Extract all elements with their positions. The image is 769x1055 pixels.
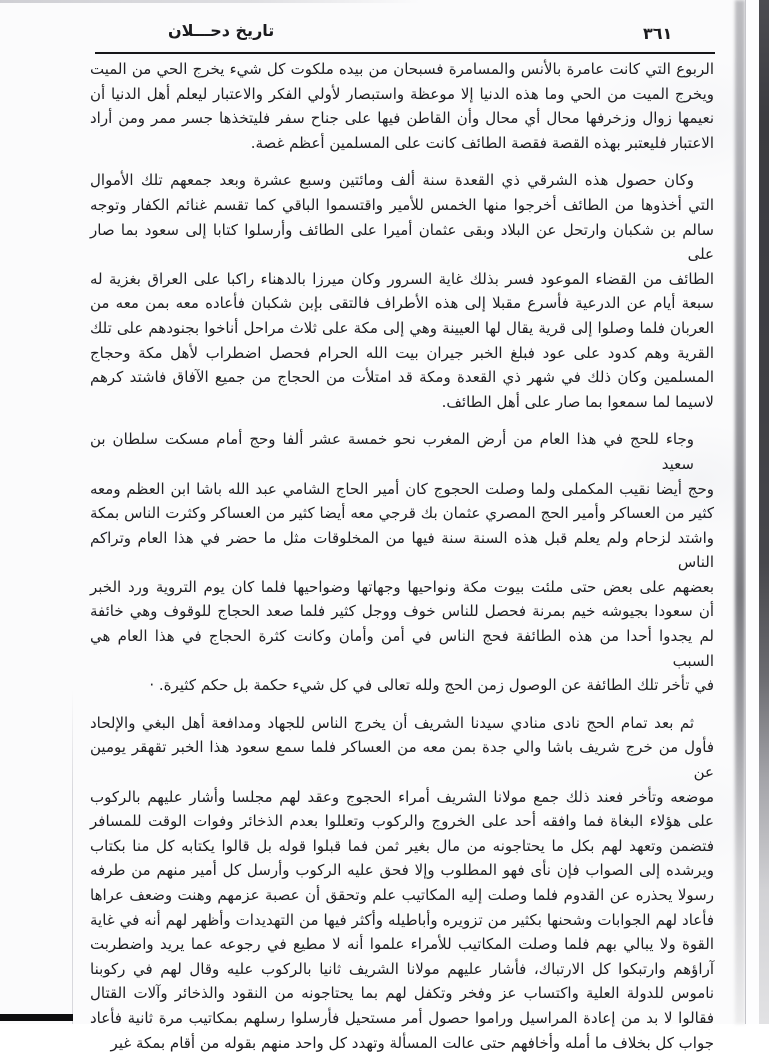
text-line: وكان حصول هذه الشرقي ذي القعدة سنة ألف ومائتين وسبع عشرة وبعد جمعهم تلك الأموال	[90, 171, 694, 190]
paragraph	[90, 168, 714, 414]
text-line: سبعة أيام عن الدرعية فأسرع مقبلا إلى هذه الأطراف فالتقى بإبن شكبان فأعاده معه بمن معه من	[90, 294, 714, 313]
text-line: فقالوا لا بد من إعادة المراسيل وراموا حصول أمر مستحيل فأرسلوا رسلهم بمكاتيب مرة ثانية فأعاد	[90, 1008, 714, 1027]
scan-artifact-bottom-bar	[0, 1014, 73, 1021]
text-line: فتضمن وتعهد لهم بكل ما يحتاجونه من مال بغير ثمن فما قبلوا قوله بل قالوا يكتابه كل منا بكتاب	[90, 836, 714, 855]
header-rule	[95, 52, 715, 54]
paragraph	[90, 57, 714, 155]
text-line: جواب كل بخلاف ما أمله وأخافهم حتى عالت المسألة وتهدد كل واحد منهم بقوله من أقام بمكة غير	[110, 1033, 714, 1052]
text-block	[90, 57, 714, 1055]
text-line: في تأخر تلك الطائفة عن الوصول زمن الحج ولله تعالى في كل شيء حكمة بل حكم كثيرة. ·	[149, 676, 714, 695]
scan-top-shadow	[0, 0, 420, 3]
text-line: فأول من خرج شريف باشا والي جدة بمن معه من العساكر فلما سمع سعود هذا الخبر تقهقر يومين عن	[90, 738, 714, 782]
paragraph	[90, 711, 714, 1055]
text-line: آراؤهم وارتبكوا كل الارتباك، فأشار عليهم مولانا الشريف ثانيا بالركوب عليه وقال لهم في ركوبنا	[90, 959, 714, 978]
text-line: وجاء للحج في هذا العام من أرض المغرب نحو خمسة عشر ألفا وحج أمام مسكت سلطان بن سعيد	[90, 430, 694, 473]
text-line: الاعتبار فليعتبر بهذه القصة فقصة الطائف كانت على المسلمين أعظم غصة.	[250, 133, 714, 152]
paragraph	[90, 427, 714, 698]
text-line: بعضهم على بعض حتى ملئت بيوت مكة ونواحيها وجهاتها وضواحيها فلما كان يوم التروية ورد الخبر	[90, 577, 714, 596]
text-line: لاسيما لما سمعوا بما صار على أهل الطائف.	[441, 392, 714, 411]
text-line: نعيمها زوال وزخرفها محال أي محال وأن القاطن فيها على جناح سفر فليتخذها جسر ممر ومن أراد	[90, 109, 714, 128]
text-line: الطائف من القضاء الموعود فسر بذلك غاية السرور وكان ميرزا بالدهناء راكبا على العراق بغزية له	[90, 269, 714, 288]
text-line: موضعه وتأخر فعند ذلك جمع مولانا الشريف أمراء الحجوج وعقد لهم مجلسا وأشار عليهم بالركوب	[90, 787, 714, 806]
text-line: ثم بعد تمام الحج نادى منادي سيدنا الشريف أن يخرج الناس للجهاد ومدافعة أهل البغي والإلحاد	[90, 713, 694, 732]
text-line: ويخرج الميت من الحي وما هذه الدنيا إلا موعظة واستبصار لأولي الفكر والاعتبار ليعلم أهل الدنيا أن	[90, 84, 714, 103]
text-line: التي أخذوها من الطائف أخرجوا منها الخمس للأمير واقتسموا الباقي كما تقسم غنائم الكفار وتوجه	[90, 195, 714, 214]
text-line: فأعاد لهم الجوابات وشحنها بكثير من تزويره وأباطيله وأكثر فيها من التهديدات وأظهر لهم أنه في غاية	[90, 910, 714, 929]
text-line: لم يجدوا أحدا من هذه الطائفة فحج الناس في أمن وأمان وكانت كثرة الحجاج في هذا العام هي السبب	[90, 627, 714, 670]
text-line: رسولا يحذره عن القدوم فلما وصلت إليه المكاتيب علم وتحقق أن عصبة عزمهم وهنت وضعف عراها	[90, 886, 714, 904]
page-edge-strip	[745, 0, 760, 1024]
text-line: واشتد لزحام ولم يعلم قبل هذه السنة سنة فيها من المخلوقات مثل ما حضر في هذا العام وتراكم الناس	[90, 528, 714, 572]
text-line: أن سعودا بجيوشه خيم بمرنة فحصل للناس خوف ووجل كثير فلما صعد الحجاج للوقوف وهي خائفة	[90, 602, 714, 621]
page-number: ٣٦١	[643, 24, 673, 43]
text-line: القرية وهم كدود على عود فبلغ الخبر جيران بيت الله الحرام فحصل اضطراب لأهل مكة وحجاج	[90, 343, 714, 362]
book-title: تاريخ دحـــلان	[168, 21, 275, 40]
text-line: ويرشده إلى الصواب فإن نأى فهو المطلوب وإلا فحق عليه الركوب وأرسل كل أمير منهم من طرفه	[90, 861, 714, 880]
scan-edge-dark-band	[759, 0, 769, 1024]
text-line: وحج أيضا نقيب المكملى ولما وصلت الحجوج كان أمير الحاج الشامي عبد الله باشا ابن العظم ومعه	[90, 479, 714, 498]
scan-gutter-shadow	[735, 0, 745, 1024]
text-line: سالم بن شكبان وارتحل عن البلاد وبقى عثمان أميرا على الطائف وأرسلوا كتابا إلى سعود بما صار على	[90, 220, 714, 264]
text-line: ناموس للدولة العلية واكتساب عز وفخر وتكفل لهم بما يحتاجونه من النقود والذخائر وآلات القتال	[90, 984, 714, 1003]
page-fold-line	[72, 690, 73, 1024]
text-line: كثير من العساكر وأمير الحج المصري عثمان بك قرجي معه أيضا كثير من العساكر وكثرت الناس بمكة	[90, 504, 714, 523]
text-line: المسلمين وكان ذلك في شهر ذي القعدة ومكة قد امتلأت من الحجاج من جميع الآفاق فاشتد كرهم	[90, 368, 714, 387]
text-line: الربوع التي كانت عامرة بالأنس والمسامرة فسبحان من بيده ملكوت كل شيء يخرج الحي من الميت	[90, 60, 714, 78]
text-line: القوة ولا يبالي بهم فلما وصلت المكاتيب للأمراء علموا أنه لا مطيع في رجوعه عما يريد واضطربت	[90, 935, 714, 954]
text-line: العربان فلما وصلوا إلى قرية يقال لها العيينة وهي إلى مكة على ثلاث مراحل أناخوا بجنودهم على تلك	[90, 318, 714, 337]
text-line: على هؤلاء البغاة فما وافقه أحد على الخروج والركوب وتعللوا بعدم الذخائر وفوات الوقت للمسافر	[90, 812, 714, 831]
